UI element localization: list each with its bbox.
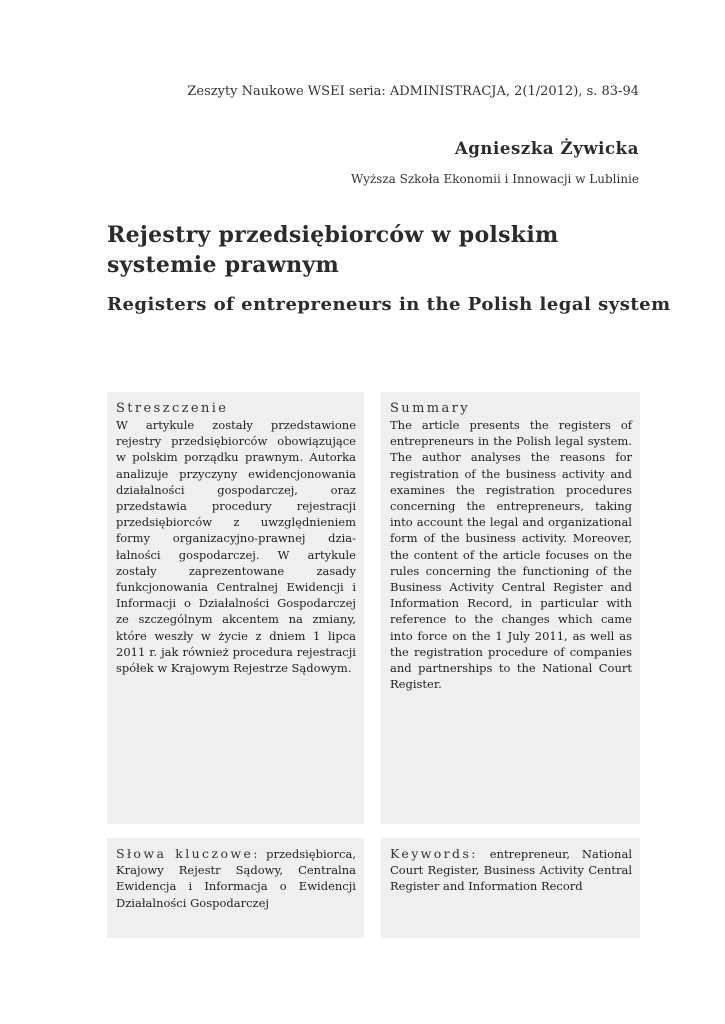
abstract-english-text: The article presents the registers of entrepreneurs in the Polish legal system. The author analyses the reasons for registration of the business activity and examines the registration procedures concerning the entrepreneurs, taking into account the legal and organizational form of the business activity. Moreover, the content of the article focuses on the rules concerning the functioning of the Business Activity Central Register and Information Record, in particular with reference to the changes which came into force on the 1 July 2011, as well as the registration procedure of companies and partnerships to the National Court Register. <box>390 418 632 692</box>
abstract-polish-text: W artykule zostały przedstawione rejestry przedsiębiorców obowiązujące w polskim porządku prawnym. Autorka analizuje przyczyny ewidencjonowania działalności gospodarczej, oraz przedstawia procedury rejestracji przedsiębiorców z uwzględnieniem formy organizacyjno-prawnej działalności gospodarczej. W artykule zostały zaprezentowane zasady funkcjonowania Centralnej Ewidencji i Informacji o Działalności Gospodarczej ze szczególnym akcentem na zmiany, które weszły w życie z dniem 1 lipca 2011 r. jak również procedura rejestracji spółek w Krajowym Rejestrze Sądowym. <box>116 418 356 676</box>
author-affiliation: Wyższa Szkoła Ekonomii i Innowacji w Lublinie <box>351 172 639 186</box>
keywords-polish-label: Słowa kluczowe: <box>116 846 260 861</box>
keywords-english-text: entrepreneur, National Court Register, Business Activity Central Register and Information Record <box>390 847 632 894</box>
title-english: Registers of entrepreneurs in the Polish legal system <box>107 294 671 315</box>
abstract-english-heading: Summary <box>390 401 471 416</box>
author-name: Agnieszka Żywicka <box>454 139 639 158</box>
keywords-polish-text: przedsiębiorca, Krajowy Rejestr Sądowy, Centralna Ewidencja i Informacja o Ewidencji Działalności Gospodarczej <box>116 847 357 910</box>
keywords-english-box <box>381 838 640 938</box>
abstract-polish-heading: Streszczenie <box>116 401 229 416</box>
journal-citation: Zeszyty Naukowe WSEI seria: ADMINISTRACJA, 2(1/2012), s. 83-94 <box>187 84 639 99</box>
keywords-polish-box <box>107 838 364 938</box>
title-polish: Rejestry przedsiębiorców w polskim systemie prawnym <box>107 222 559 278</box>
abstract-english-box <box>381 392 640 824</box>
keywords-english-label: Keywords: <box>390 846 478 861</box>
abstract-polish-box <box>107 392 364 824</box>
